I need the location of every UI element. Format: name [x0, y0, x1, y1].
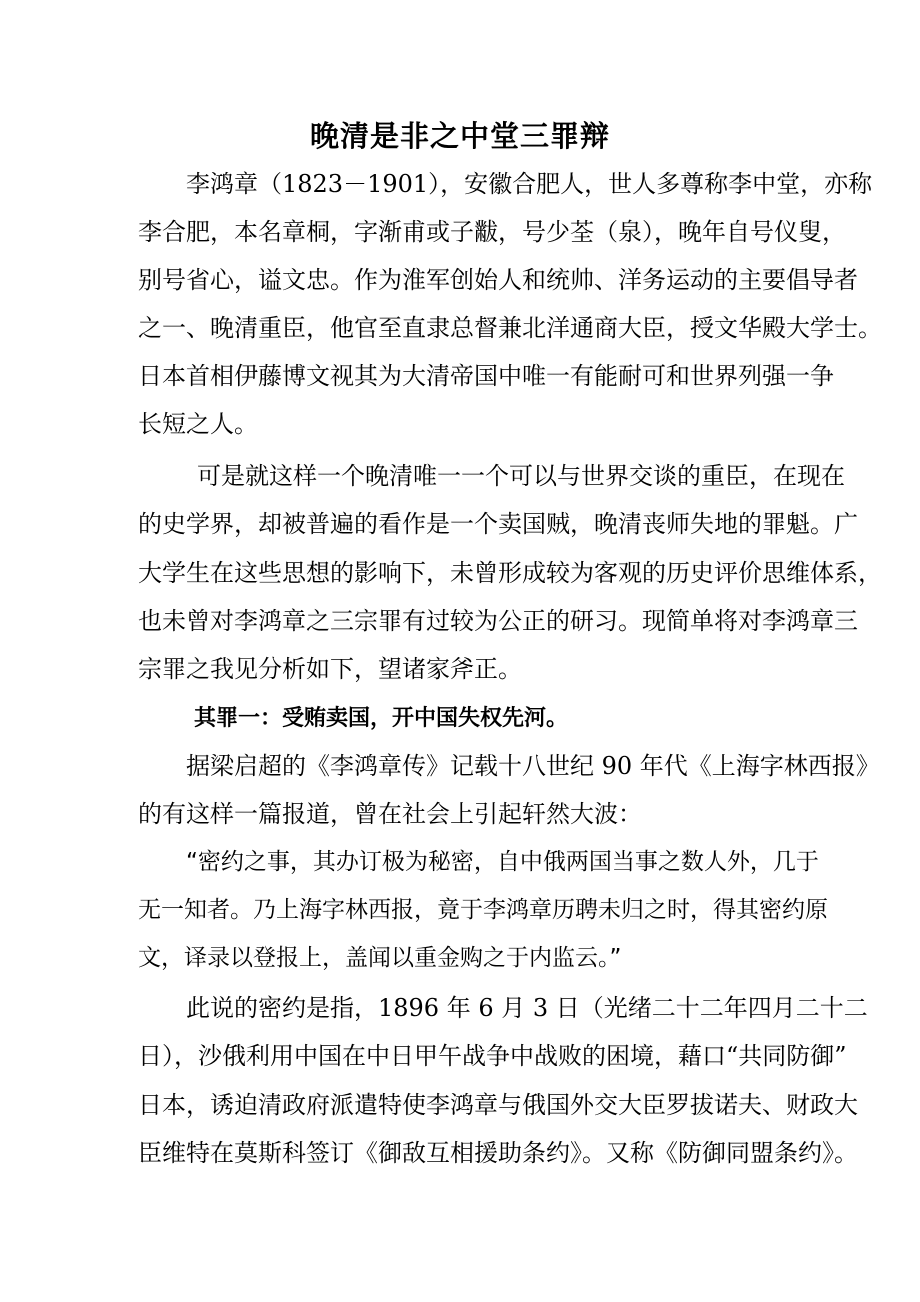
paragraph-1-line: 李鸿章（1823－1901），安徽合肥人，世人多尊称李中堂，亦称: [186, 170, 873, 198]
paragraph-4-line: 此说的密约是指，1896 年 6 月 3 日（光绪二十二年四月二十二: [186, 994, 868, 1022]
paragraph-2-line: 可是就这样一个晚清唯一一个可以与世界交谈的重臣，在现在: [197, 462, 845, 490]
quote-line: 文，译录以登报上，盖闻以重金购之于内监云。”: [138, 945, 622, 971]
paragraph-2-line: 大学生在这些思想的影响下，未曾形成较为客观的历史评价思维体系，: [138, 559, 882, 587]
paragraph-1-line: 李合肥，本名章桐，字渐甫或子黻，号少荃（泉），晚年自号仪叟，: [138, 218, 846, 246]
paragraph-4-line: 臣维特在莫斯科签订《御敌互相援助条约》。又称《防御同盟条约》。: [138, 1139, 858, 1167]
paragraph-4-line: 日本，诱迫清政府派遣特使李鸿章与俄国外交大臣罗拔诺夫、财政大: [138, 1091, 858, 1119]
paragraph-2-line: 也未曾对李鸿章之三宗罪有过较为公正的研习。现简单将对李鸿章三: [138, 607, 858, 635]
quote-line: “密约之事，其办订极为秘密，自中俄两国当事之数人外，几于: [186, 849, 819, 875]
section-heading: 其罪一：受贿卖国，开中国失权先河。: [194, 705, 569, 731]
document-title: 晚清是非之中堂三罪辩: [309, 119, 610, 153]
paragraph-2-line: 的史学界，却被普遍的看作是一个卖国贼，晚清丧师失地的罪魁。广: [138, 510, 858, 538]
paragraph-4-line: 日），沙俄利用中国在中日甲午战争中战败的困境，藉口“共同防御”: [138, 1042, 847, 1070]
paragraph-2-line: 宗罪之我见分析如下，望诸家斧正。: [138, 655, 522, 683]
paragraph-1-line: 日本首相伊藤博文视其为大清帝国中唯一有能耐可和世界列强一争: [138, 362, 834, 390]
quote-line: 无一知者。乃上海字林西报，竟于李鸿章历聘未归之时，得其密约原: [138, 897, 828, 923]
paragraph-1-line: 之一、晚清重臣，他官至直隶总督兼北洋通商大臣，授文华殿大学士。: [138, 314, 882, 342]
paragraph-1-line: 别号省心，谥文忠。作为淮军创始人和统帅、洋务运动的主要倡导者: [138, 266, 858, 294]
paragraph-3-line: 据梁启超的《李鸿章传》记载十八世纪 90 年代《上海字林西报》: [186, 752, 880, 780]
paragraph-3-line: 的有这样一篇报道，曾在社会上引起轩然大波：: [138, 800, 642, 828]
paragraph-1-line: 长短之人。: [138, 410, 258, 438]
